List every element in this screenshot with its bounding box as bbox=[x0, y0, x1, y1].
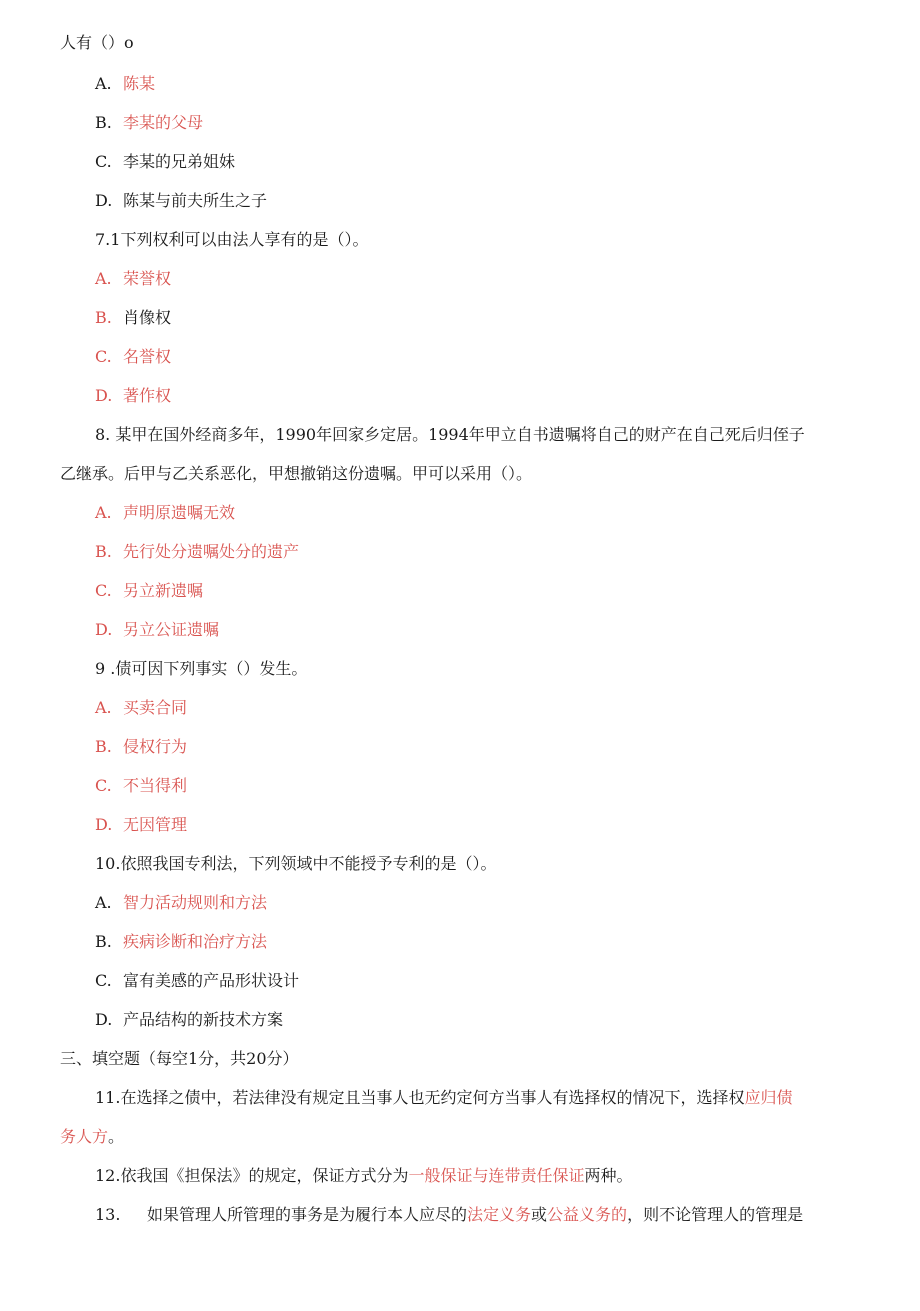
option-text: 李某的父母 bbox=[123, 113, 204, 132]
answer-text: 务人方 bbox=[60, 1127, 109, 1146]
option-letter: B. bbox=[95, 737, 112, 756]
option-text: 无因管理 bbox=[123, 815, 188, 834]
option-text: 疾病诊断和治疗方法 bbox=[123, 932, 268, 951]
option-text: 名誉权 bbox=[123, 347, 172, 366]
option-text: 买卖合同 bbox=[123, 698, 188, 717]
option-8d bbox=[95, 620, 219, 640]
option-text: 肖像权 bbox=[123, 308, 172, 327]
option-text: 侵权行为 bbox=[123, 737, 188, 756]
option-7d bbox=[95, 386, 171, 406]
option-letter: B. bbox=[95, 932, 112, 951]
option-10d bbox=[95, 1010, 283, 1030]
option-10a bbox=[95, 893, 267, 913]
question-12 bbox=[95, 1166, 632, 1186]
option-9a bbox=[95, 698, 187, 718]
option-6a bbox=[95, 74, 155, 94]
option-letter: C. bbox=[95, 776, 112, 795]
option-letter: C. bbox=[95, 581, 112, 600]
question-9: 9 .债可因下列事实（）发生。 bbox=[95, 659, 308, 678]
question-7: 7.1下列权利可以由法人享有的是（）。 bbox=[95, 230, 369, 249]
option-9b bbox=[95, 737, 187, 757]
option-8c bbox=[95, 581, 203, 601]
option-letter: A. bbox=[95, 698, 112, 717]
answer-text: 应归债 bbox=[744, 1088, 793, 1107]
option-letter: C. bbox=[95, 347, 112, 366]
option-letter: A. bbox=[95, 503, 112, 522]
option-6c bbox=[95, 152, 235, 172]
option-letter: D. bbox=[95, 191, 113, 210]
answer-text: 法定义务 bbox=[467, 1205, 532, 1224]
question-8-line-2: 乙继承。后甲与乙关系恶化，甲想撤销这份遗嘱。甲可以采用（）。 bbox=[60, 464, 533, 483]
option-letter: A. bbox=[95, 893, 112, 912]
option-letter: A. bbox=[95, 269, 112, 288]
question-text: ，则不论管理人的管理是 bbox=[627, 1205, 804, 1224]
option-letter: D. bbox=[95, 1010, 113, 1029]
option-letter: D. bbox=[95, 620, 113, 639]
option-text: 李某的兄弟姐妹 bbox=[123, 152, 236, 171]
question-13-line-1 bbox=[95, 1205, 803, 1225]
option-text: 陈某 bbox=[123, 74, 156, 93]
answer-text: 公益义务的 bbox=[547, 1205, 628, 1224]
option-text: 智力活动规则和方法 bbox=[123, 893, 268, 912]
option-9d bbox=[95, 815, 187, 835]
question-text: 。 bbox=[108, 1127, 125, 1146]
option-7a bbox=[95, 269, 171, 289]
option-7b bbox=[95, 308, 171, 328]
option-9c bbox=[95, 776, 187, 796]
option-text: 富有美感的产品形状设计 bbox=[123, 971, 300, 990]
question-text: 两种。 bbox=[584, 1166, 633, 1185]
option-7c bbox=[95, 347, 171, 367]
option-8b bbox=[95, 542, 299, 562]
option-letter: C. bbox=[95, 152, 112, 171]
question-8-line-1: 8. 某甲在国外经商多年，1990年回家乡定居。1994年甲立自书遗嘱将自己的财产在自己死后归侄子 bbox=[95, 425, 805, 444]
option-letter: A. bbox=[95, 74, 112, 93]
question-text: 11.在选择之债中，若法律没有规定且当事人也无约定何方当事人有选择权的情况下，选择权 bbox=[95, 1088, 745, 1107]
option-6d bbox=[95, 191, 267, 211]
question-number: 13. bbox=[95, 1205, 121, 1224]
option-10b bbox=[95, 932, 267, 952]
question-11-line-2 bbox=[60, 1127, 124, 1147]
option-10c bbox=[95, 971, 299, 991]
question-text: 如果管理人所管理的事务是为履行本人应尽的 bbox=[147, 1205, 468, 1224]
question-text: 或 bbox=[531, 1205, 548, 1224]
question-10: 10.依照我国专利法，下列领域中不能授予专利的是（）。 bbox=[95, 854, 497, 873]
option-6b bbox=[95, 113, 203, 133]
option-text: 不当得利 bbox=[123, 776, 188, 795]
option-text: 荣誉权 bbox=[123, 269, 172, 288]
option-text: 产品结构的新技术方案 bbox=[123, 1010, 284, 1029]
option-text: 先行处分遗嘱处分的遗产 bbox=[123, 542, 300, 561]
section-heading-fill-in: 三、填空题（每空1分，共20分） bbox=[60, 1049, 299, 1068]
option-text: 另立新遗嘱 bbox=[123, 581, 204, 600]
answer-text: 一般保证与连带责任保证 bbox=[408, 1166, 585, 1185]
option-8a bbox=[95, 503, 235, 523]
option-letter: B. bbox=[95, 308, 112, 327]
option-text: 另立公证遗嘱 bbox=[123, 620, 220, 639]
question-11-line-1 bbox=[95, 1088, 792, 1108]
option-text: 陈某与前夫所生之子 bbox=[123, 191, 268, 210]
option-text: 著作权 bbox=[123, 386, 172, 405]
option-letter: B. bbox=[95, 542, 112, 561]
option-letter: C. bbox=[95, 971, 112, 990]
option-letter: B. bbox=[95, 113, 112, 132]
question-6-tail: 人有（）o bbox=[60, 33, 134, 52]
option-text: 声明原遗嘱无效 bbox=[123, 503, 236, 522]
question-text: 12.依我国《担保法》的规定，保证方式分为 bbox=[95, 1166, 409, 1185]
option-letter: D. bbox=[95, 815, 113, 834]
option-letter: D. bbox=[95, 386, 113, 405]
